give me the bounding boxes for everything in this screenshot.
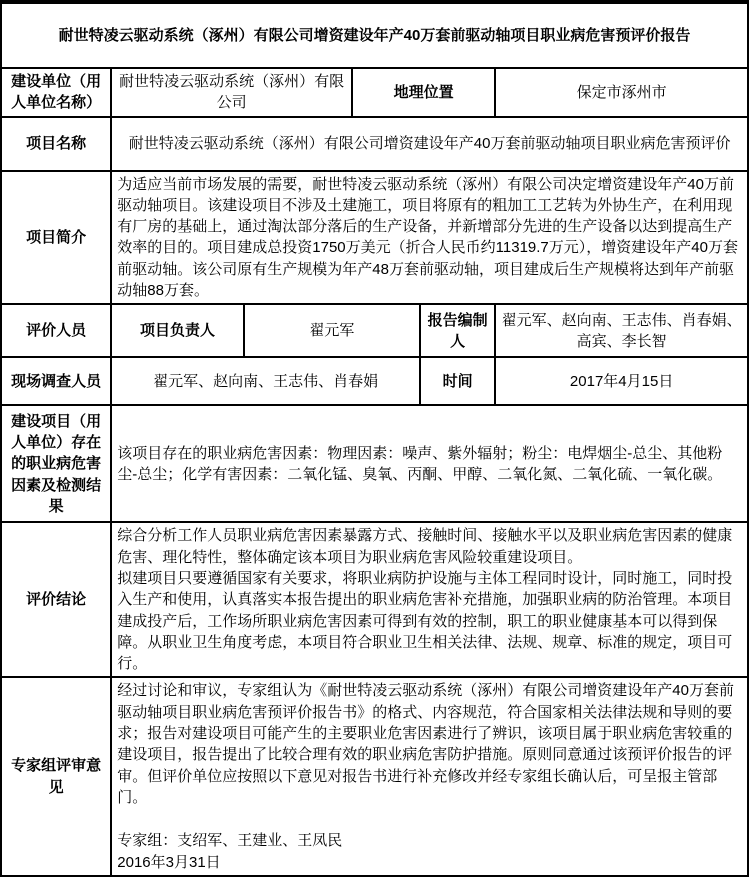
expert-opinion-paragraph: 经过讨论和审议，专家组认为《耐世特凌云驱动系统（涿州）有限公司增资建设年产40万套前驱动轴项目职业病危害预评价报告书》的格式、内容规范，符合国家相关法律法规和导则的要求；报告对建设项目可能产生的主要职业危害因素进行了辨识，该项目属于职业病危害较重的建设项目，报告提出了比较合理有效的职业病危害防护措施。原则同意通过该预评价报告的评审。但评价单位应按照以下意见对报告书进行补充修改并经专家组长确认后，可呈报主管部门。 — [117, 682, 734, 806]
unit-value: 耐世特凌云驱动系统（涿州）有限公司 — [111, 68, 352, 117]
project-leader-label: 项目负责人 — [111, 304, 243, 357]
geo-value: 保定市涿州市 — [495, 68, 748, 117]
project-name-label: 项目名称 — [1, 117, 111, 171]
expert-opinion-label: 专家组评审意见 — [1, 677, 111, 875]
page-title: 耐世特凌云驱动系统（涿州）有限公司增资建设年产40万套前驱动轴项目职业病危害预评价报告 — [1, 2, 748, 68]
report-writers-label: 报告编制人 — [420, 304, 495, 357]
survey-value: 翟元军、赵向南、王志伟、肖春娟 — [111, 357, 420, 405]
report-writers-value: 翟元军、赵向南、王志伟、肖春娟、高宾、李长智 — [495, 304, 748, 357]
evaluators-label: 评价人员 — [1, 304, 111, 357]
hazards-row — [1, 405, 748, 522]
project-intro-value: 为适应当前市场发展的需要，耐世特凌云驱动系统（涿州）有限公司决定增资建设年产40万前驱动轴项目。该建设项目不涉及土建施工，项目将原有的粗加工工艺转为外协生产，在利用现有厂房的基础上，通过淘汰部分落后的生产设备，并新增部分先进的生产设备以达到提高生产效率的目的。项目建成总投资1750万美元（折合人民币约11319.7万元），增资建设年产40万套前驱动轴。该公司原有生产规模为年产48万套前驱动轴，项目建成后生产规模将达到年产前驱动轴88万套。 — [111, 171, 748, 305]
project-name-row — [1, 117, 748, 171]
project-intro-label: 项目简介 — [1, 171, 111, 305]
unit-label: 建设单位（用人单位名称） — [1, 68, 111, 117]
time-value: 2017年4月15日 — [495, 357, 748, 405]
evaluators-row — [1, 304, 748, 357]
expert-group-signature: 专家组：支绍军、王建业、王凤民 — [117, 832, 343, 850]
unit-row — [1, 68, 748, 117]
title-row — [1, 2, 748, 68]
time-label: 时间 — [420, 357, 495, 405]
project-leader-value: 翟元军 — [244, 304, 420, 357]
expert-opinion-value — [111, 677, 748, 875]
expert-opinion-row — [1, 677, 748, 875]
survey-row — [1, 357, 748, 405]
conclusion-paragraph-1: 综合分析工作人员职业病危害因素暴露方式、接触时间、接触水平以及职业病危害因素的健康危害、理化特性，整体确定该本项目为职业病危害风险较重建设项目。 — [117, 527, 733, 566]
project-intro-row — [1, 171, 748, 305]
conclusion-value — [111, 522, 748, 677]
survey-label: 现场调查人员 — [1, 357, 111, 405]
expert-review-date: 2016年3月31日 — [117, 853, 221, 871]
hazards-label: 建设项目（用人单位）存在的职业病危害因素及检测结果 — [1, 405, 111, 522]
conclusion-paragraph-2: 拟建项目只要遵循国家有关要求，将职业病防护设施与主体工程同时设计，同时施工，同时投入生产和使用，认真落实本报告提出的职业病危害补充措施，加强职业病的防治管理。本项目建成投产后，工作场所职业病危害因素可得到有效的控制，职工的职业健康基本可以得到保障。从职业卫生角度考虑，本项目符合职业卫生相关法律、法规、规章、标准的规定，项目可行。 — [117, 569, 733, 673]
project-name-value: 耐世特凌云驱动系统（涿州）有限公司增资建设年产40万套前驱动轴项目职业病危害预评价 — [111, 117, 748, 171]
conclusion-row — [1, 522, 748, 677]
geo-label: 地理位置 — [352, 68, 495, 117]
hazards-value: 该项目存在的职业病危害因素：物理因素：噪声、紫外辐射；粉尘：电焊烟尘-总尘、其他粉尘-总尘；化学有害因素：二氧化锰、臭氧、丙酮、甲醇、二氧化氮、二氧化硫、一氧化碳。 — [111, 405, 748, 522]
conclusion-label: 评价结论 — [1, 522, 111, 677]
